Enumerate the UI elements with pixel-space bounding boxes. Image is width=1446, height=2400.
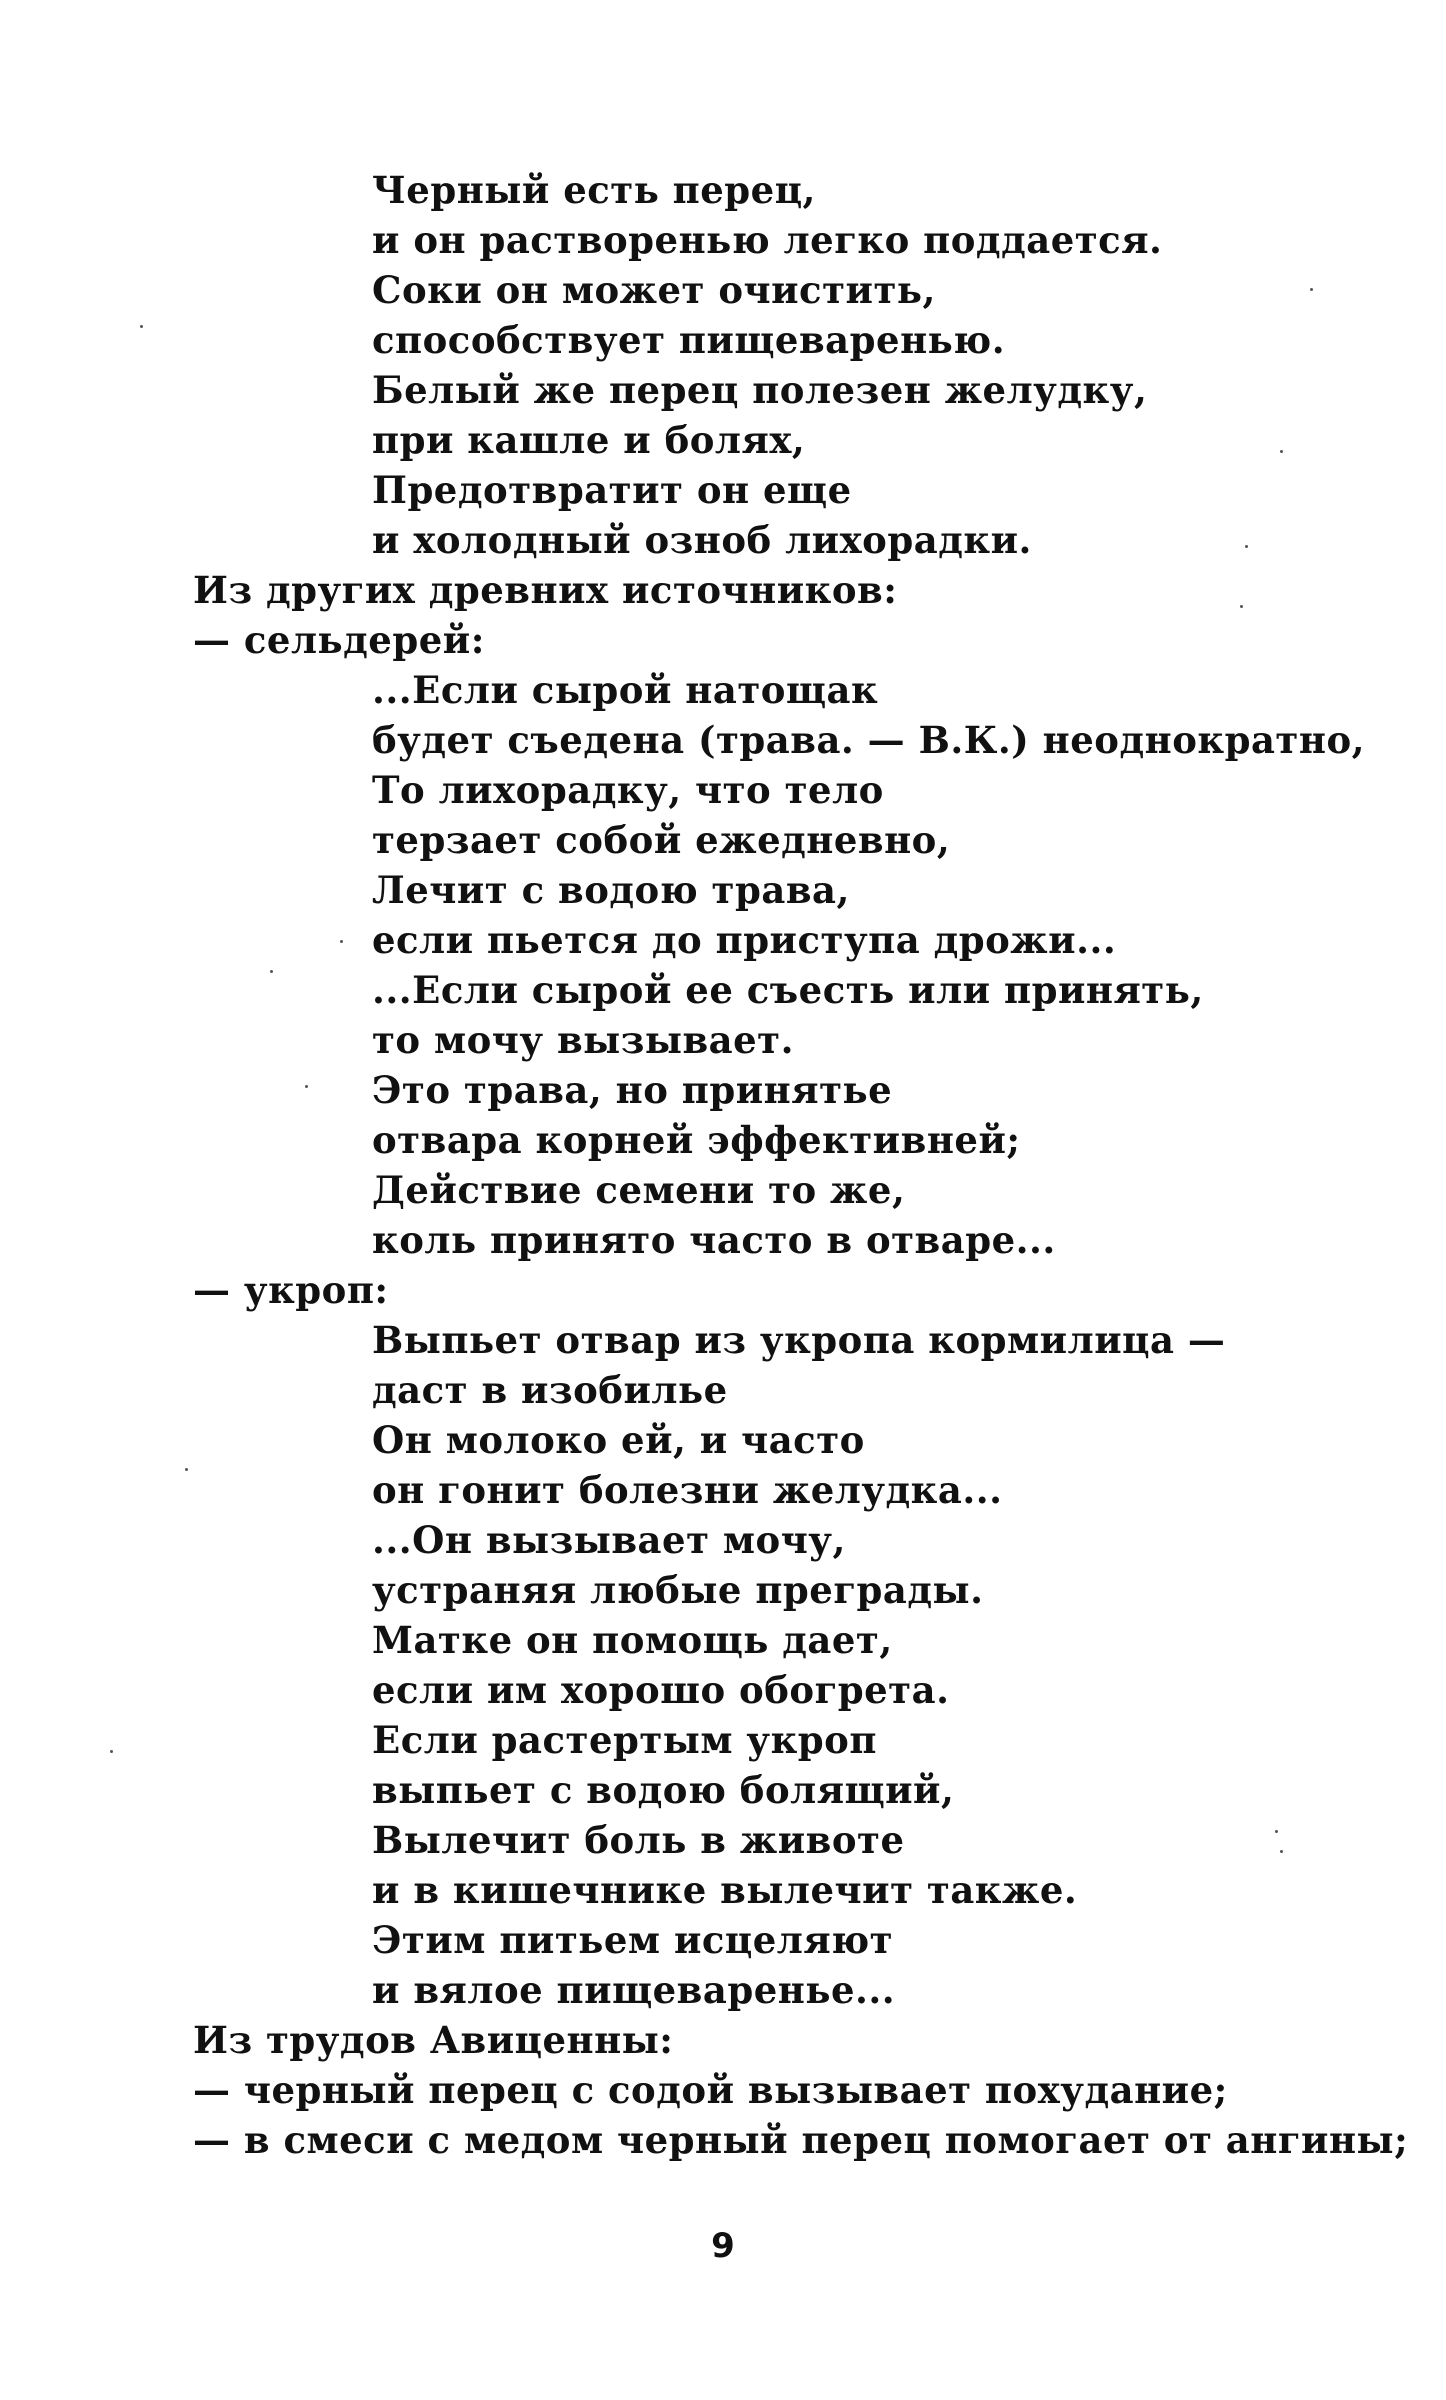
verse-line: отвара корней эффективней;	[372, 1118, 1021, 1162]
heading-celery: — сельдерей:	[193, 618, 485, 662]
scan-speck	[1280, 450, 1283, 453]
verse-line: и в кишечнике вылечит также.	[372, 1868, 1078, 1912]
page-number: 9	[711, 2226, 735, 2266]
verse-line: выпьет с водою болящий,	[372, 1768, 955, 1812]
verse-line: при кашле и болях,	[372, 418, 806, 462]
verse-dill	[372, 1315, 1225, 2015]
scan-speck	[1310, 288, 1313, 291]
verse-line: если пьется до приступа дрожи...	[372, 918, 1117, 962]
scan-speck	[185, 1468, 188, 1471]
verse-line: способствует пищеваренью.	[372, 318, 1006, 362]
heading-dill: — укроп:	[193, 1268, 389, 1312]
verse-line: ...Он вызывает мочу,	[372, 1518, 846, 1562]
verse-line: ...Если сырой натощак	[372, 668, 879, 712]
scan-speck	[270, 970, 273, 973]
verse-line: и холодный озноб лихорадки.	[372, 518, 1032, 562]
list-item: — черный перец с содой вызывает похудание;	[193, 2068, 1228, 2112]
verse-line: и вялое пищеваренье...	[372, 1968, 896, 2012]
verse-line: Это трава, но принятье	[372, 1068, 893, 1112]
avicenna-list	[193, 2065, 1408, 2165]
verse-line: он гонит болезни желудка...	[372, 1468, 1003, 1512]
scan-speck	[1280, 1850, 1283, 1853]
verse-line: устраняя любые преграды.	[372, 1568, 984, 1612]
heading-avicenna: Из трудов Авиценны:	[193, 2018, 674, 2062]
list-item: — в смеси с медом черный перец помогает от ангины;	[193, 2118, 1409, 2162]
verse-line: Матке он помощь дает,	[372, 1618, 893, 1662]
verse-line: если им хорошо обогрета.	[372, 1668, 950, 1712]
verse-line: Белый же перец полезен желудку,	[372, 368, 1148, 412]
heading-sources: Из других древних источников:	[193, 568, 898, 612]
verse-line: Вылечит боль в животе	[372, 1818, 905, 1862]
verse-line: Действие семени то же,	[372, 1168, 906, 1212]
verse-line: коль принято часто в отваре...	[372, 1218, 1056, 1262]
verse-line: даст в изобилье	[372, 1368, 728, 1412]
scan-speck	[1245, 545, 1248, 548]
verse-line: Черный есть перец,	[372, 168, 816, 212]
scan-speck	[1240, 605, 1243, 608]
scan-speck	[305, 1085, 308, 1088]
scan-speck	[340, 940, 343, 943]
verse-celery	[372, 665, 1365, 1265]
scan-speck	[140, 325, 143, 328]
verse-line: то мочу вызывает.	[372, 1018, 794, 1062]
scan-speck	[1275, 1830, 1278, 1833]
verse-line: будет съедена (трава. — В.К.) неоднократно,	[372, 718, 1366, 762]
verse-line: терзает собой ежедневно,	[372, 818, 951, 862]
verse-line: Соки он может очистить,	[372, 268, 936, 312]
verse-line: Лечит с водою трава,	[372, 868, 850, 912]
verse-line: Если растертым укроп	[372, 1718, 877, 1762]
verse-line: То лихорадку, что тело	[372, 768, 884, 812]
verse-line: ...Если сырой ее съесть или принять,	[372, 968, 1204, 1012]
verse-line: Выпьет отвар из укропа кормилица —	[372, 1318, 1226, 1362]
verse-line: Предотвратит он еще	[372, 468, 852, 512]
verse-pepper	[372, 165, 1162, 565]
verse-line: и он растворенью легко поддается.	[372, 218, 1163, 262]
verse-line: Этим питьем исцеляют	[372, 1918, 894, 1962]
scan-speck	[110, 1750, 113, 1753]
verse-line: Он молоко ей, и часто	[372, 1418, 865, 1462]
